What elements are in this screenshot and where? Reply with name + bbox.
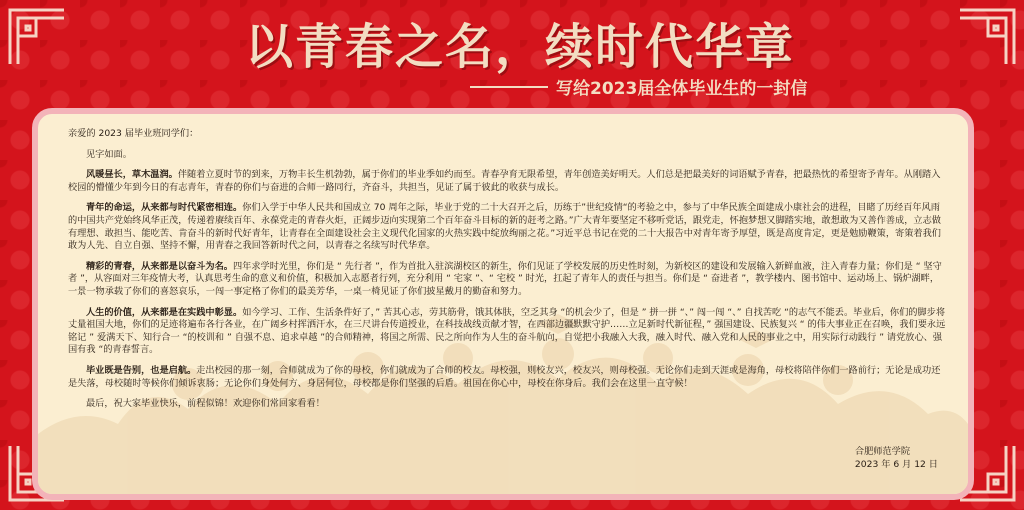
paragraph-body: 你们入学于中华人民共和国成立 70 周年之际，毕业于党的二十大召开之后，历练于”世纪疫情“的考验之中，参与了中华民族全面建成小康社会的进程，目睹了历经百年风雨的中国共产党始终风华正茂，传递着赓续百年、永葆党走的青春火炬，正阔步迈向实现第二个百年奋斗目标的新的赶考之路。”广大青年要坚定不移听党话，跟党走，怀抱梦想又脚踏实地，敢想敢为又善作善成，立志做有理想、敢担当、能吃苦、肯奋斗的新时代好青年，让青春在全面建设社会主义现代化国家的火热实践中绽放绚丽之花。”习近平总书记在党的二十大报告中对青年寄予厚望，既是高度肯定，更是勉励鞭策，寄策着我们敢为人先、自立自强、坚持不懈，用青春之我回答新时代之问，以青春之名续写时代华章。 [68,202,941,252]
letter-paragraph [68,202,948,252]
letter-body [68,128,948,419]
paragraph-body: 走出校园的那一刻，合师就成为了你的母校，你们就成为了合师的校友。母校强，则校友兴，校友兴，则母校强。无论你们走到天涯或是海角，母校将陪伴你们一路前行；无论是成功还是失落，母校随时等候你们倾诉衷肠；无论你们身处何方、身居何位，母校都是你们坚强的后盾。祖国在你心中，母校在你身后。我们会在这里一直守候！ [68,364,941,389]
letter-paragraph [68,365,948,390]
paragraph-body: 如今学习、工作、生活条件好了，” 苦其心志，劳其筋骨，饿其体肤，空乏其身 “的机会少了，但是 ” 拼一拼 “、” 闯一闯 “、” 自找苦吃 “的志气不能丢。毕业后，你们的脚步将丈量祖国大地，你们的足迹将遍布各行各业，在广阔乡村挥洒汗水，在三尺讲台传道授业，在科技战线贡献才智，在西部边疆默默守护……立足新时代新征程，” 强国建设、民族复兴 “ 的伟大事业正在召唤，我们要永远铭记 ” 爱满天下、知行合一 “的校训和 ” 自强不息、追求卓越 ”的合师精神，将国之所需、民之所向作为人生的奋斗航向，自觉把小我融入大我，融入时代、融入党和人民的事业之中，用实际行动践行 ” 请党放心、强国有我 “的青春誓言。 [68,306,946,356]
paragraph-lead: 毕业既是告别，也是启航。 [86,364,197,376]
subtitle-divider [470,86,548,88]
paragraph-lead: 青年的命运，从来都与时代紧密相连。 [86,202,243,214]
corner-ornament-icon [6,6,68,68]
page-title: 以青春之名，续时代华章 [244,19,795,75]
letter-paragraph [68,307,948,357]
letter-greeting: 亲爱的 2023 届毕业班同学们： [68,128,199,139]
signature-org: 合肥师范学院 [854,446,911,457]
corner-ornament-icon [956,6,1018,68]
letter-paragraph [68,261,948,299]
letter-salutation: 见字如面。 [86,148,132,160]
paragraph-body: 伴随着立夏时节的到来，万物丰长生机勃勃，属于你们的毕业季如约而至。青春孕育无限希望，青年创造美好明天。人们总是把最美好的词语赋予青春，把最热忱的希望寄予青年。从刚踏入校园的懵懂少年到今日的有志青年，青春的你们与奋进的合师一路同行，齐奋斗，共担当，见证了属于彼此的收获与成长。 [68,169,941,193]
signature-date: 2023 年 6 月 12 日 [854,459,938,470]
letter-closing: 最后，祝大家毕业快乐，前程似锦！欢迎你们常回家看看！ [86,398,325,410]
paragraph-body: 四年求学时光里，你们是 “ 先行者 ”，作为首批入驻滨湖校区的新生，你们见证了学校发展的历史性时刻，为新校区的建设和发展输入新鲜血液，注入青春力量；你们是 “ 坚守者 ”，从容面对三年疫情大考，认真思考生命的意义和价值，积极加入志愿者行列，充分利用 “ 宅家 ”、“ 宅校 ” 时光，扛起了青年人的责任与担当。你们是 “ 奋进者 ”，教学楼内、图书馆中、运动场上、锅炉湖畔，一景一物承载了你们的喜怒哀乐，一闯一事定格了你们的最美芳华，一桌一椅见证了你们披星戴月的勤奋和努力。 [68,260,942,297]
subtitle-block [470,74,890,100]
paragraph-lead: 精彩的青春，从来都是以奋斗为名。 [86,260,233,272]
letter-card [32,108,974,500]
paragraph-lead: 风暖昼长，草木温润。 [86,169,178,181]
paragraph-lead: 人生的价值，从来都是在实践中彰显。 [86,306,243,318]
signature-block [855,445,938,471]
page-subtitle: 写给2023届全体毕业生的一封信 [556,79,808,99]
letter-paragraph [68,169,948,194]
